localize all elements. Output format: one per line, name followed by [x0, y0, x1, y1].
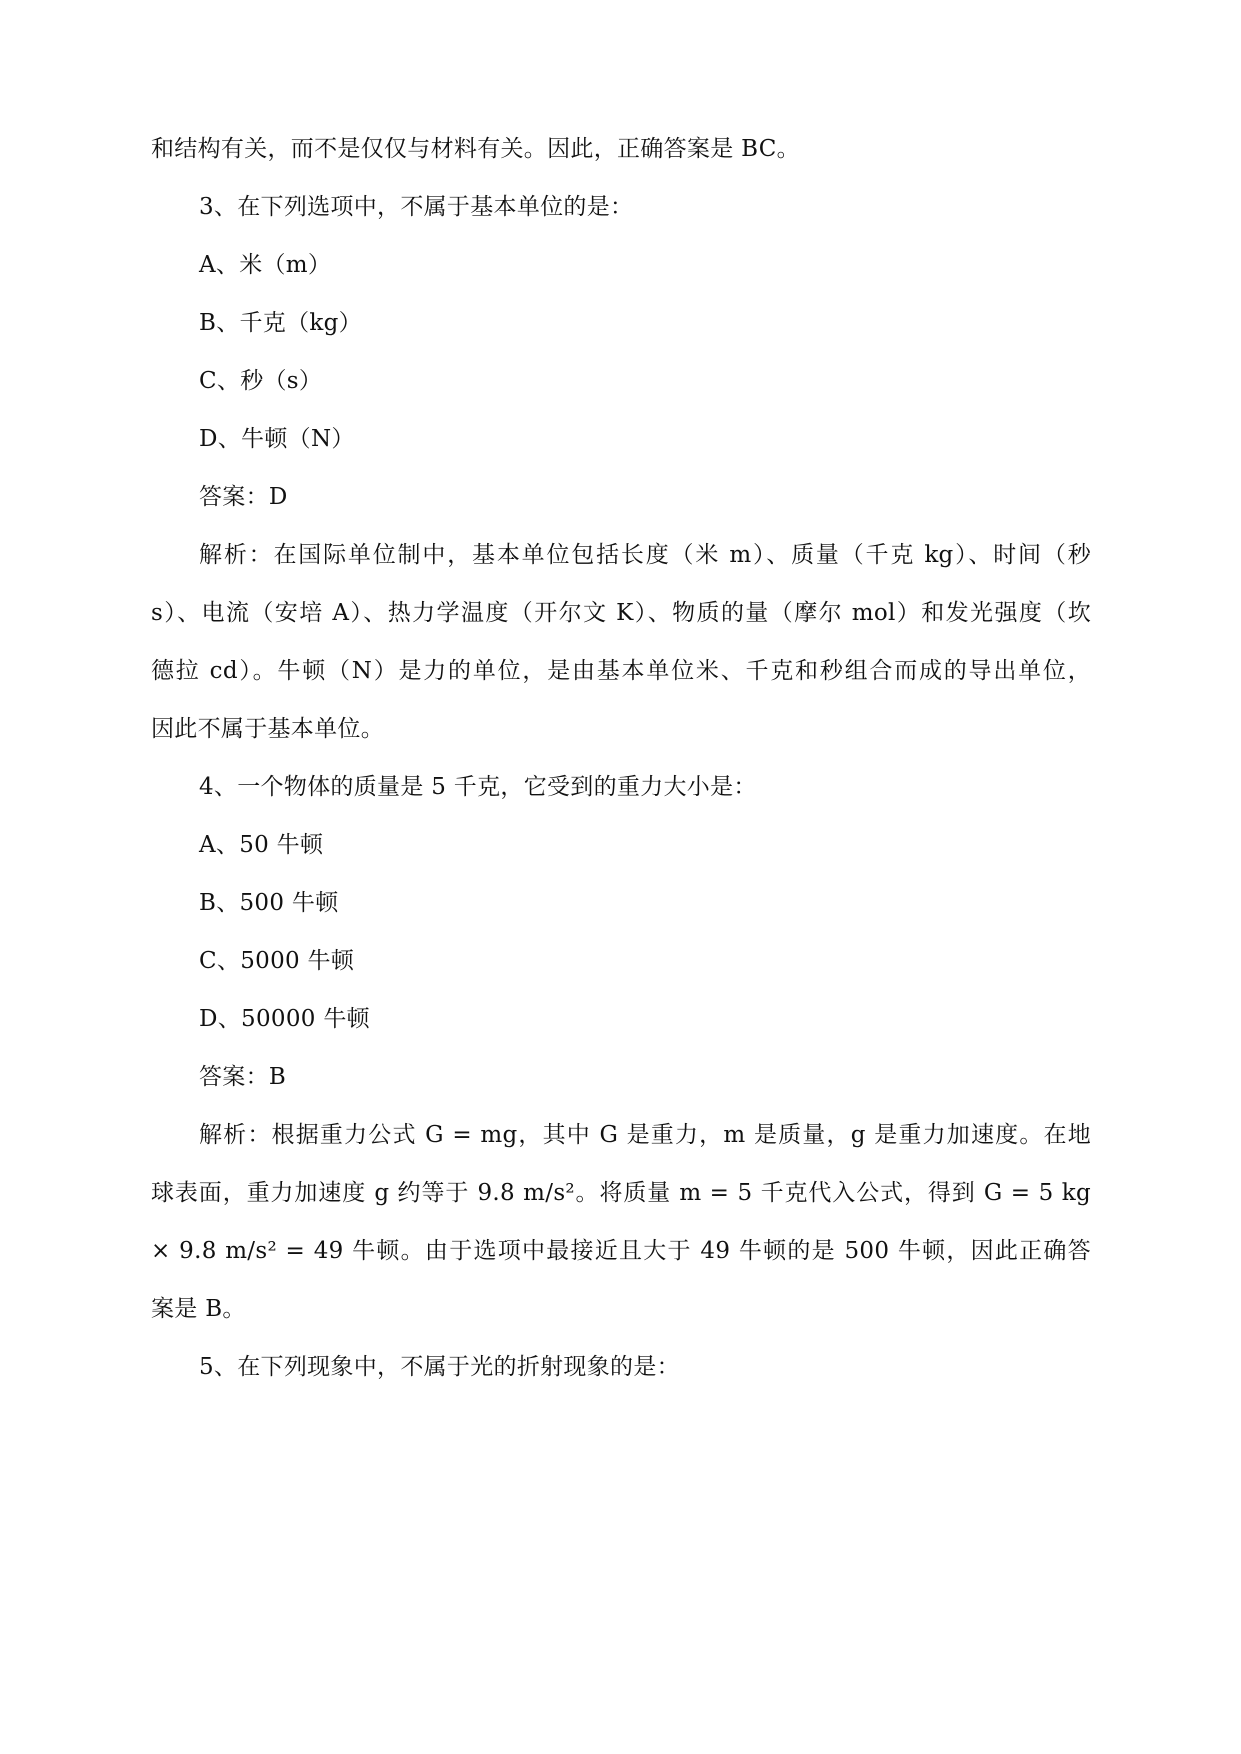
question-3-option-a: A、米（m）: [199, 252, 332, 278]
question-4-analysis-line-3: × 9.8 m/s² = 49 牛顿。由于选项中最接近且大于 49 牛顿的是 500 牛顿，因此正确答: [151, 1238, 1091, 1264]
question-4-option-b: B、500 牛顿: [199, 890, 339, 916]
question-3-option-d: D、牛顿（N）: [199, 426, 355, 452]
question-4-answer: 答案：B: [199, 1064, 287, 1090]
question-3-stem: 3、在下列选项中，不属于基本单位的是：: [199, 194, 634, 220]
question-3-option-c: C、秒（s）: [199, 368, 323, 394]
question-4-analysis-line-4: 案是 B。: [151, 1296, 246, 1322]
question-4-option-c: C、5000 牛顿: [199, 948, 355, 974]
paragraph-prev-answer-end: 和结构有关，而不是仅仅与材料有关。因此，正确答案是 BC。: [151, 136, 800, 162]
question-3-analysis-line-3: 德拉 cd）。牛顿（N）是力的单位，是由基本单位米、千克和秒组合而成的导出单位，: [151, 658, 1091, 684]
question-3-analysis-line-1: 解析：在国际单位制中，基本单位包括长度（米 m）、质量（千克 kg）、时间（秒: [199, 542, 1091, 568]
question-4-analysis-line-1: 解析：根据重力公式 G = mg，其中 G 是重力，m 是质量，g 是重力加速度。在地: [199, 1122, 1091, 1148]
question-3-analysis-line-2: s）、电流（安培 A）、热力学温度（开尔文 K）、物质的量（摩尔 mol）和发光强度（坎: [151, 600, 1091, 626]
question-3-analysis-line-4: 因此不属于基本单位。: [151, 716, 384, 742]
question-3-option-b: B、千克（kg）: [199, 310, 362, 336]
question-3-answer: 答案：D: [199, 484, 288, 510]
question-4-option-d: D、50000 牛顿: [199, 1006, 370, 1032]
question-5-stem: 5、在下列现象中，不属于光的折射现象的是：: [199, 1354, 680, 1380]
question-4-stem: 4、一个物体的质量是 5 千克，它受到的重力大小是：: [199, 774, 757, 800]
question-4-analysis-line-2: 球表面，重力加速度 g 约等于 9.8 m/s²。将质量 m = 5 千克代入公式，得到 G = 5 kg: [151, 1180, 1091, 1206]
question-4-option-a: A、50 牛顿: [199, 832, 324, 858]
